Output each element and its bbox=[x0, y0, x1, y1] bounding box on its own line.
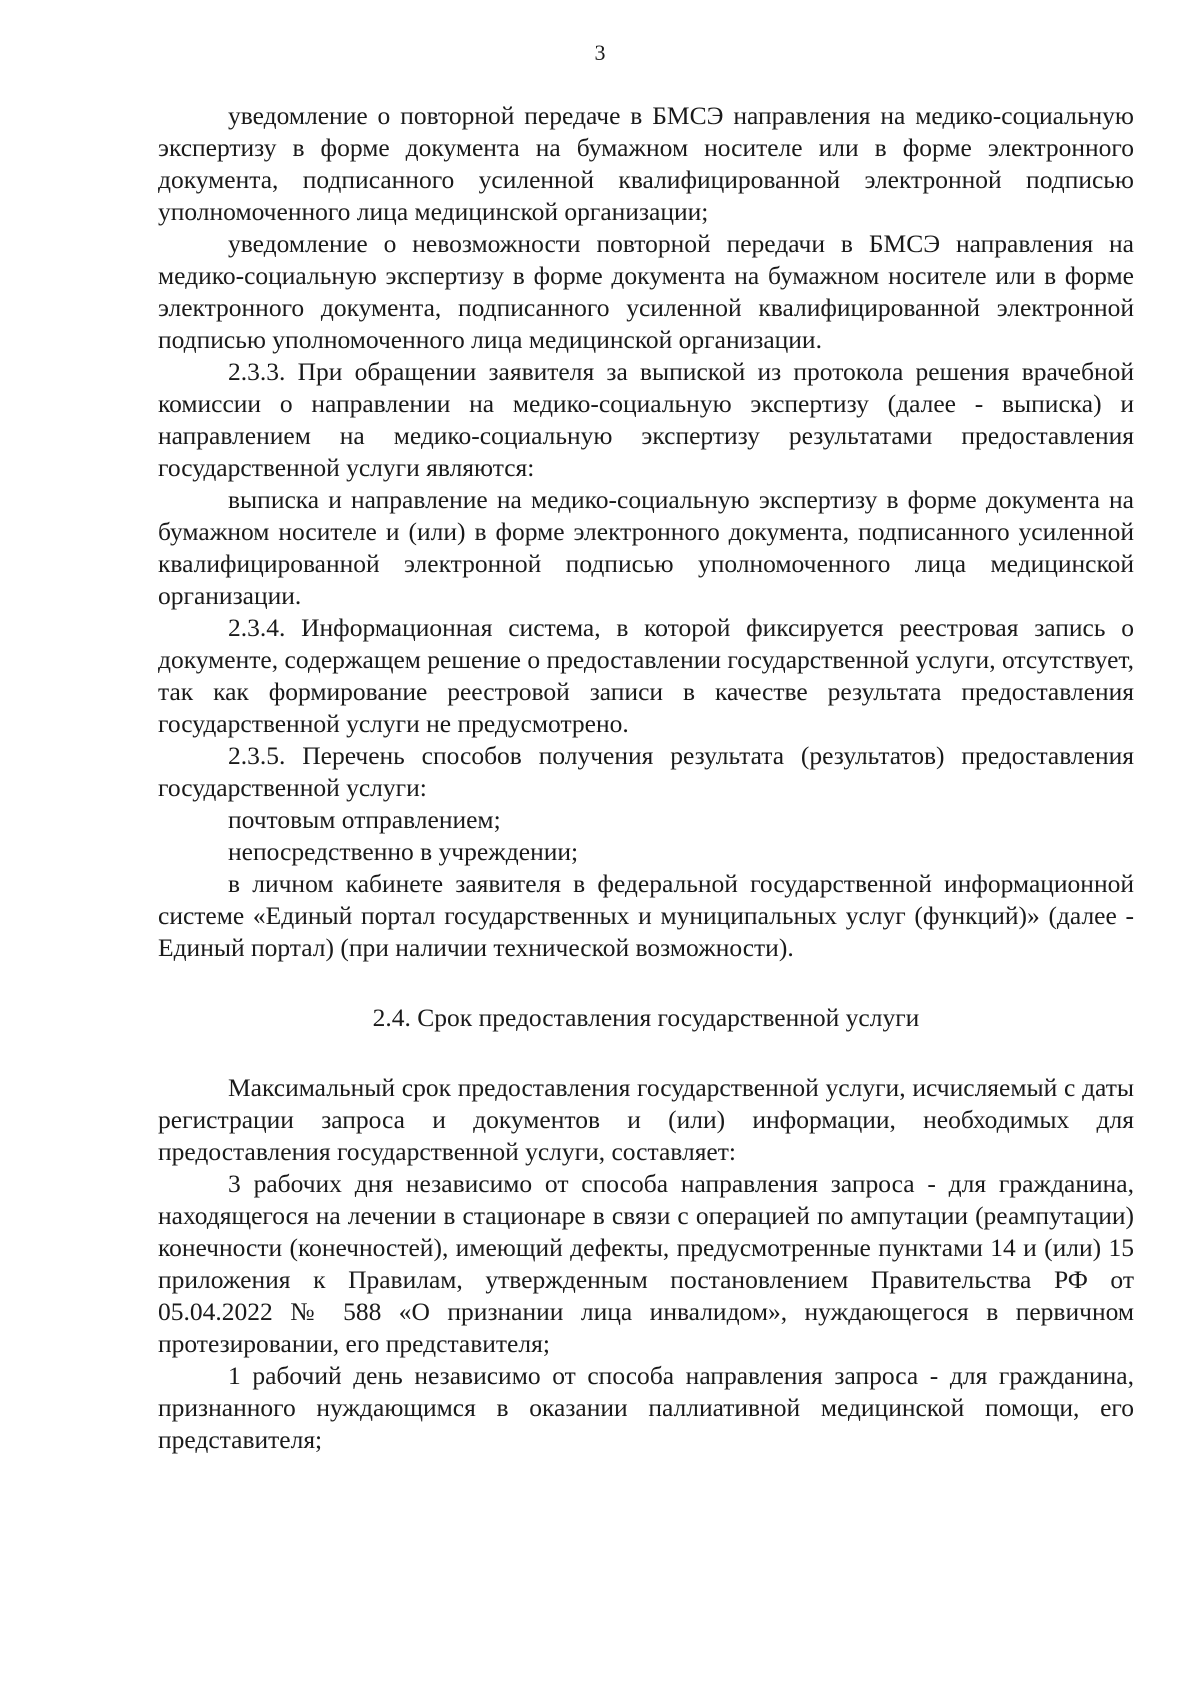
paragraph-max-term: Максимальный срок предоставления государственной услуги, исчисляемый с даты регистрации запроса и документов и (или) информации, необходимых для предоставления государственной услуги, составляет: bbox=[158, 1073, 1134, 1166]
paragraph-2-3-4: 2.3.4. Информационная система, в которой фиксируется реестровая запись о документе, содержащем решение о предоставлении государственной услуги, отсутствует, так как формирование реестровой записи в качестве результата предоставления государственной услуги не предусмотрено. bbox=[158, 613, 1134, 738]
page-number: 3 bbox=[594, 40, 606, 65]
paragraph-notice-repeat-transfer: уведомление о повторной передаче в БМСЭ направления на медико-социальную экспертизу в форме документа на бумажном носителе или в форме электронного документа, подписанного усиленной квалифицированной электронной подписью уполномоченного лица медицинской организации; bbox=[158, 101, 1134, 226]
list-item-personal-account: в личном кабинете заявителя в федеральной государственной информационной системе «Единый портал государственных и муниципальных услуг (функций)» (далее - Единый портал) (при наличии технической возможности). bbox=[158, 869, 1134, 962]
paragraph-3-working-days: 3 рабочих дня независимо от способа направления запроса - для гражданина, находящегося на лечении в стационаре в связи с операцией по ампутации (реампутации) конечности (конечностей), имеющий дефекты, предусмотренные пунктами 14 и (или) 15 приложения к Правилам, утвержденным постановлением Правительства РФ от 05.04.2022 № 588 «О признании лица инвалидом», нуждающегося в первичном протезировании, его представителя; bbox=[158, 1169, 1134, 1358]
document-body bbox=[158, 100, 1134, 1456]
paragraph-1-working-day: 1 рабочий день независимо от способа направления запроса - для гражданина, признанного нуждающимся в оказании паллиативной медицинской помощи, его представителя; bbox=[158, 1361, 1134, 1454]
paragraph-2-3-3: 2.3.3. При обращении заявителя за выпиской из протокола решения врачебной комиссии о направлении на медико-социальную экспертизу (далее - выписка) и направлением на медико-социальную экспертизу результатами предоставления государственной услуги являются: bbox=[158, 357, 1134, 482]
section-heading-2-4: 2.4. Срок предоставления государственной услуги bbox=[372, 1003, 920, 1032]
paragraph-2-3-5: 2.3.5. Перечень способов получения результата (результатов) предоставления государственной услуги: bbox=[158, 741, 1134, 802]
paragraph-extract-and-referral: выписка и направление на медико-социальную экспертизу в форме документа на бумажном носителе и (или) в форме электронного документа, подписанного усиленной квалифицированной электронной подписью уполномоченного лица медицинской организации. bbox=[158, 485, 1134, 610]
list-item-by-mail: почтовым отправлением; bbox=[228, 805, 501, 834]
list-item-in-institution: непосредственно в учреждении; bbox=[228, 837, 579, 866]
paragraph-notice-impossible-transfer: уведомление о невозможности повторной передачи в БМСЭ направления на медико-социальную экспертизу в форме документа на бумажном носителе или в форме электронного документа, подписанного усиленной квалифицированной электронной подписью уполномоченного лица медицинской организации. bbox=[158, 229, 1134, 354]
